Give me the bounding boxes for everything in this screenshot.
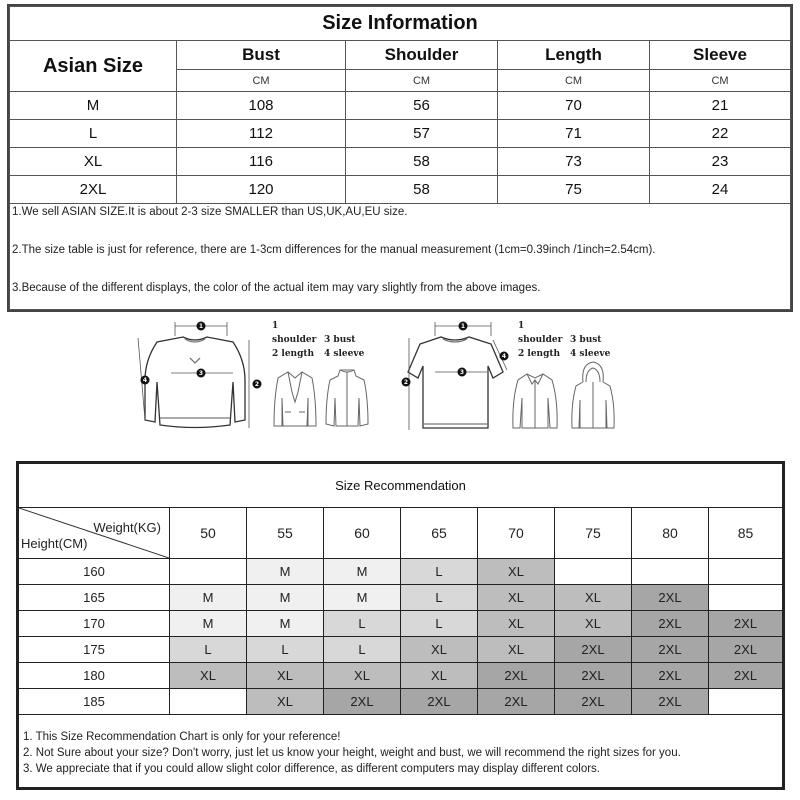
recommended-size-cell: L xyxy=(401,585,478,611)
recommended-size-cell: 2XL xyxy=(324,689,401,715)
recommended-size-cell: XL xyxy=(247,663,324,689)
recommended-size-cell xyxy=(555,559,632,585)
recommended-size-cell: M xyxy=(247,611,324,637)
length-cell: 73 xyxy=(498,148,650,176)
recommended-size-cell: 2XL xyxy=(709,663,783,689)
table-row xyxy=(10,120,791,148)
recommended-size-cell: 2XL xyxy=(632,689,709,715)
asian-size-header: Asian Size xyxy=(10,41,177,92)
length-cell: 75 xyxy=(498,176,650,204)
table-row xyxy=(19,689,783,715)
shoulder-cell: 58 xyxy=(346,148,498,176)
legend-shoulder: 1 shoulder xyxy=(272,321,317,345)
weight-header: 80 xyxy=(632,508,709,559)
recommended-size-cell: XL xyxy=(478,585,555,611)
height-cell: 180 xyxy=(19,663,170,689)
shoulder-cell: 57 xyxy=(346,120,498,148)
measurement-legend-right xyxy=(518,319,610,361)
recommended-size-cell xyxy=(170,689,247,715)
recommended-size-cell: XL xyxy=(247,689,324,715)
recommended-size-cell: XL xyxy=(401,637,478,663)
blazer-icon xyxy=(272,368,318,430)
size-cell: M xyxy=(10,92,177,120)
recommended-size-cell: XL xyxy=(478,559,555,585)
hoodie-icon xyxy=(568,360,618,432)
recommended-size-cell: XL xyxy=(478,611,555,637)
sleeve-cell: 21 xyxy=(650,92,791,120)
t-shirt-diagram-icon xyxy=(395,310,520,440)
recommended-size-cell: L xyxy=(401,611,478,637)
note: 2. Not Sure about your size? Don't worry, just let us know your height, weight and bust, we will recommend the right sizes for you. xyxy=(23,747,681,759)
length-cell: 71 xyxy=(498,120,650,148)
marker-sleeve: 4 xyxy=(142,377,148,385)
recommended-size-cell: L xyxy=(247,637,324,663)
note: 1. This Size Recommendation Chart is only for your reference! xyxy=(23,731,341,743)
table-row xyxy=(19,611,783,637)
weight-header: 50 xyxy=(170,508,247,559)
weight-header: 70 xyxy=(478,508,555,559)
recommended-size-cell: 2XL xyxy=(632,637,709,663)
size-information-title: Size Information xyxy=(10,7,791,41)
sleeve-cell: 23 xyxy=(650,148,791,176)
sleeve-cell: 24 xyxy=(650,176,791,204)
height-cell: 165 xyxy=(19,585,170,611)
recommended-size-cell: 2XL xyxy=(709,637,783,663)
legend-bust: 3 bust xyxy=(324,335,356,345)
height-weight-corner-header xyxy=(19,508,170,559)
recommended-size-cell: 2XL xyxy=(632,663,709,689)
recommended-size-cell: M xyxy=(247,585,324,611)
table-row xyxy=(19,663,783,689)
legend-bust: 3 bust xyxy=(570,335,602,345)
column-header-length: Length xyxy=(498,41,650,70)
weight-header: 55 xyxy=(247,508,324,559)
column-header-shoulder: Shoulder xyxy=(346,41,498,70)
column-header-bust: Bust xyxy=(177,41,346,70)
recommended-size-cell xyxy=(632,559,709,585)
recommended-size-cell: XL xyxy=(555,585,632,611)
recommended-size-cell: M xyxy=(247,559,324,585)
marker-sleeve: 4 xyxy=(501,353,507,361)
recommended-size-cell: 2XL xyxy=(401,689,478,715)
unit-shoulder: CM xyxy=(346,70,498,92)
legend-sleeve: 4 sleeve xyxy=(570,349,611,359)
column-header-sleeve: Sleeve xyxy=(650,41,791,70)
bust-cell: 112 xyxy=(177,120,346,148)
recommended-size-cell: 2XL xyxy=(709,611,783,637)
table-row xyxy=(19,637,783,663)
table-row xyxy=(10,92,791,120)
unit-sleeve: CM xyxy=(650,70,791,92)
weight-axis-label: Weight(KG) xyxy=(93,520,161,535)
weight-header: 65 xyxy=(401,508,478,559)
note: 3. We appreciate that if you could allow slight color difference, as different computers may display different colors. xyxy=(23,763,601,775)
bust-cell: 116 xyxy=(177,148,346,176)
table-row xyxy=(10,176,791,204)
marker-shoulder: 1 xyxy=(198,323,204,331)
size-information-table xyxy=(7,4,793,312)
recommended-size-cell xyxy=(709,559,783,585)
weight-header: 60 xyxy=(324,508,401,559)
recommended-size-cell xyxy=(709,689,783,715)
marker-shoulder: 1 xyxy=(460,323,466,331)
legend-length: 2 length xyxy=(518,349,561,359)
table-row xyxy=(10,148,791,176)
button-shirt-icon xyxy=(510,370,560,432)
size-recommendation-notes xyxy=(19,715,783,788)
marker-bust: 3 xyxy=(198,370,204,378)
height-cell: 185 xyxy=(19,689,170,715)
legend-sleeve: 4 sleeve xyxy=(324,349,365,359)
recommended-size-cell: L xyxy=(401,559,478,585)
recommended-size-cell xyxy=(170,559,247,585)
long-sleeve-shirt-diagram-icon xyxy=(135,310,265,440)
size-recommendation-title: Size Recommendation xyxy=(19,464,783,508)
measurement-diagrams xyxy=(0,310,800,445)
recommended-size-cell: XL xyxy=(401,663,478,689)
unit-bust: CM xyxy=(177,70,346,92)
jacket-icon xyxy=(324,368,370,430)
recommended-size-cell: 2XL xyxy=(555,689,632,715)
recommended-size-cell: XL xyxy=(478,637,555,663)
height-cell: 160 xyxy=(19,559,170,585)
bust-cell: 108 xyxy=(177,92,346,120)
shoulder-cell: 58 xyxy=(346,176,498,204)
recommended-size-cell: L xyxy=(170,637,247,663)
size-cell: XL xyxy=(10,148,177,176)
marker-bust: 3 xyxy=(459,369,465,377)
bust-cell: 120 xyxy=(177,176,346,204)
recommended-size-cell: XL xyxy=(170,663,247,689)
recommended-size-cell: L xyxy=(324,637,401,663)
recommended-size-cell xyxy=(709,585,783,611)
recommended-size-cell: XL xyxy=(555,611,632,637)
table-row xyxy=(19,585,783,611)
recommended-size-cell: 2XL xyxy=(632,611,709,637)
unit-length: CM xyxy=(498,70,650,92)
marker-length: 2 xyxy=(254,381,260,389)
shoulder-cell: 56 xyxy=(346,92,498,120)
note: 2.The size table is just for reference, there are 1-3cm differences for the manual measurement (1cm=0.39inch /1inch=2.54cm). xyxy=(12,244,656,256)
sleeve-cell: 22 xyxy=(650,120,791,148)
height-cell: 175 xyxy=(19,637,170,663)
size-cell: L xyxy=(10,120,177,148)
height-axis-label: Height(CM) xyxy=(21,536,88,551)
recommended-size-cell: XL xyxy=(324,663,401,689)
weight-header: 85 xyxy=(709,508,783,559)
recommended-size-cell: 2XL xyxy=(555,663,632,689)
size-cell: 2XL xyxy=(10,176,177,204)
marker-length: 2 xyxy=(403,379,409,387)
recommended-size-cell: 2XL xyxy=(478,663,555,689)
recommended-size-cell: 2XL xyxy=(555,637,632,663)
legend-shoulder: 1 shoulder xyxy=(518,321,563,345)
recommended-size-cell: 2XL xyxy=(478,689,555,715)
legend-length: 2 length xyxy=(272,349,315,359)
recommended-size-cell: M xyxy=(324,585,401,611)
recommended-size-cell: M xyxy=(170,611,247,637)
recommended-size-cell: L xyxy=(324,611,401,637)
recommended-size-cell: M xyxy=(324,559,401,585)
recommended-size-cell: M xyxy=(170,585,247,611)
height-cell: 170 xyxy=(19,611,170,637)
note: 3.Because of the different displays, the color of the actual item may vary slightly from the above images. xyxy=(12,282,541,294)
measurement-markers xyxy=(141,322,262,389)
size-recommendation-table xyxy=(16,461,785,790)
length-cell: 70 xyxy=(498,92,650,120)
size-information-notes xyxy=(10,204,791,310)
measurement-legend-left xyxy=(272,319,364,361)
table-row xyxy=(19,559,783,585)
weight-header: 75 xyxy=(555,508,632,559)
recommended-size-cell: 2XL xyxy=(632,585,709,611)
note: 1.We sell ASIAN SIZE.It is about 2-3 size SMALLER than US,UK,AU,EU size. xyxy=(12,206,408,218)
